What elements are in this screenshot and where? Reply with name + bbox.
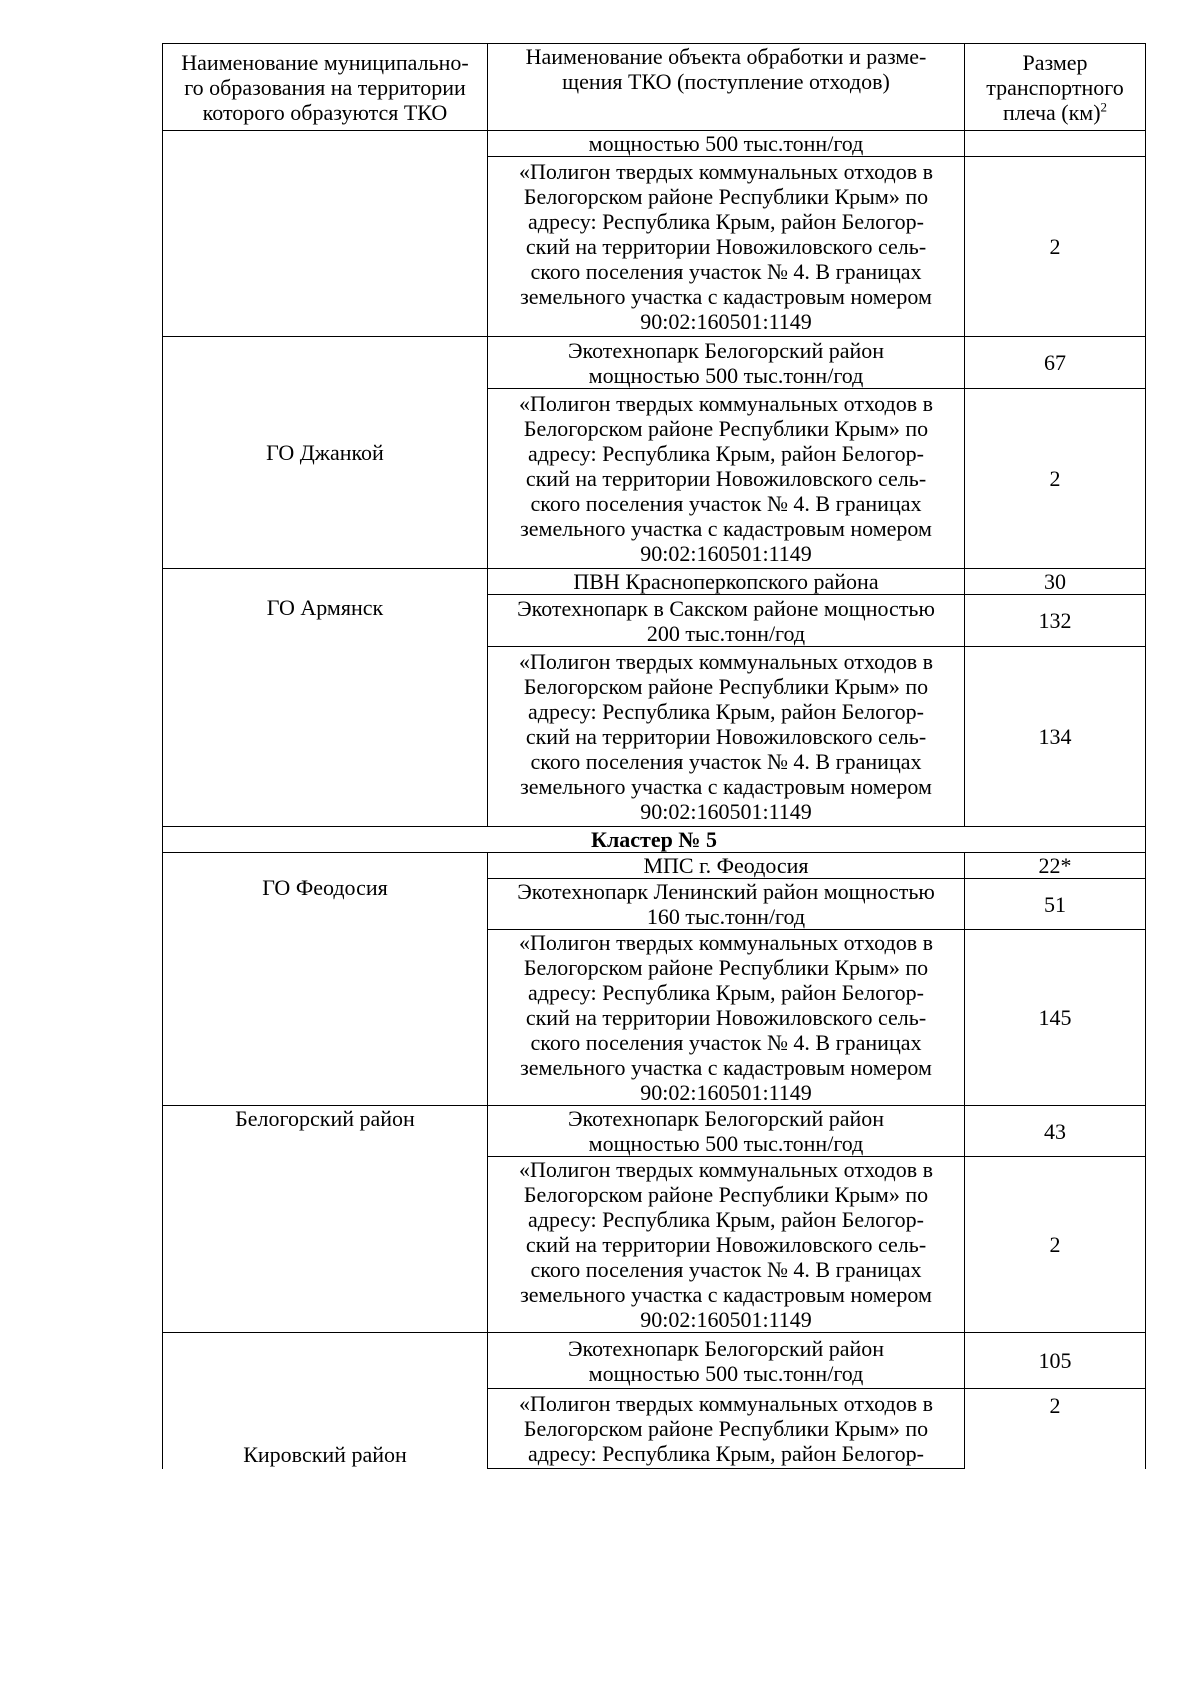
distance-cell: 145 <box>965 930 1146 1106</box>
distance-cell: 2 <box>965 389 1146 569</box>
facility-cell: Экотехнопарк в Сакском районе мощностью 200 тыс.тонн/год <box>488 595 965 647</box>
municipality-cell: Белогорский район <box>163 1106 488 1333</box>
distance-cell: 2 <box>965 1157 1146 1333</box>
table-row <box>163 337 1146 389</box>
facility-cell: Экотехнопарк Белогорский район мощностью 500 тыс.тонн/год <box>488 1106 965 1157</box>
facility-cell: «Полигон твердых коммунальных отходов в Белогорском районе Республики Крым» по адресу: Республика Крым, район Белогор- ский на территории Новожиловского сель- ского поселения участок № 4. В границах земельного участка с кадастровым номером 90:02:160501:1149 <box>488 1157 965 1333</box>
facility-cell: «Полигон твердых коммунальных отходов в Белогорском районе Республики Крым» по адресу: Республика Крым, район Белогор- ский на территории Новожиловского сель- ского поселения участок № 4. В границах земельного участка с кадастровым номером 90:02:160501:1149 <box>488 157 965 337</box>
facility-cell: «Полигон твердых коммунальных отходов в Белогорском районе Республики Крым» по адресу: Республика Крым, район Белогор- ский на территории Новожиловского сель- ского поселения участок № 4. В границах земельного участка с кадастровым номером 90:02:160501:1149 <box>488 647 965 827</box>
cluster-row <box>163 827 1146 853</box>
header-distance-label: Размер транспортного плеча (км) <box>986 49 1124 125</box>
distance-cell: 134 <box>965 647 1146 827</box>
header-municipality: Наименование муниципально- го образования на территории которого образуются ТКО <box>163 44 488 131</box>
table-row <box>163 1106 1146 1157</box>
facility-cell: МПС г. Феодосия <box>488 853 965 879</box>
distance-cell: 132 <box>965 595 1146 647</box>
municipality-cell <box>163 853 488 1106</box>
municipality-label: ГО Феодосия <box>262 875 388 900</box>
table-row <box>163 131 1146 157</box>
facility-cell: «Полигон твердых коммунальных отходов в Белогорском районе Республики Крым» по адресу: Республика Крым, район Белогор- ский на территории Новожиловского сель- ского поселения участок № 4. В границах земельного участка с кадастровым номером 90:02:160501:1149 <box>488 930 965 1106</box>
distance-cell: 22* <box>965 853 1146 879</box>
cluster-title: Кластер № 5 <box>163 827 1146 853</box>
facility-cell: «Полигон твердых коммунальных отходов в Белогорском районе Республики Крым» по адресу: Республика Крым, район Белогор- ский на территории Новожиловского сель- ского поселения участок № 4. В границах земельного участка с кадастровым номером 90:02:160501:1149 <box>488 389 965 569</box>
facility-cell: ПВН Красноперкопского района <box>488 569 965 595</box>
table-row <box>163 1333 1146 1389</box>
municipality-cell <box>163 569 488 827</box>
municipality-cell-empty <box>163 131 488 337</box>
facility-cell: мощностью 500 тыс.тонн/год <box>488 131 965 157</box>
distance-cell: 30 <box>965 569 1146 595</box>
facility-cell: Экотехнопарк Белогорский район мощностью 500 тыс.тонн/год <box>488 1333 965 1389</box>
distance-cell: 2 <box>965 157 1146 337</box>
table-row <box>163 569 1146 595</box>
distance-cell: 67 <box>965 337 1146 389</box>
facility-cell: Экотехнопарк Белогорский район мощностью 500 тыс.тонн/год <box>488 337 965 389</box>
distance-cell: 43 <box>965 1106 1146 1157</box>
distance-cell: 2 <box>965 1389 1146 1469</box>
header-distance <box>965 44 1146 131</box>
facility-cell: Экотехнопарк Ленинский район мощностью 160 тыс.тонн/год <box>488 879 965 930</box>
header-distance-sup: 2 <box>1100 99 1108 115</box>
header-facility: Наименование объекта обработки и разме- щения ТКО (поступление отходов) <box>488 44 965 131</box>
distance-cell: 51 <box>965 879 1146 930</box>
table-header-row <box>163 44 1146 131</box>
waste-transport-table <box>162 43 1146 1469</box>
distance-cell: 105 <box>965 1333 1146 1389</box>
municipality-label: ГО Армянск <box>266 595 384 620</box>
table-row <box>163 853 1146 879</box>
facility-cell: «Полигон твердых коммунальных отходов в Белогорском районе Республики Крым» по адресу: Республика Крым, район Белогор- <box>488 1389 965 1469</box>
municipality-cell: ГО Джанкой <box>163 337 488 569</box>
municipality-cell: Кировский район <box>163 1333 488 1469</box>
distance-cell-empty <box>965 131 1146 157</box>
